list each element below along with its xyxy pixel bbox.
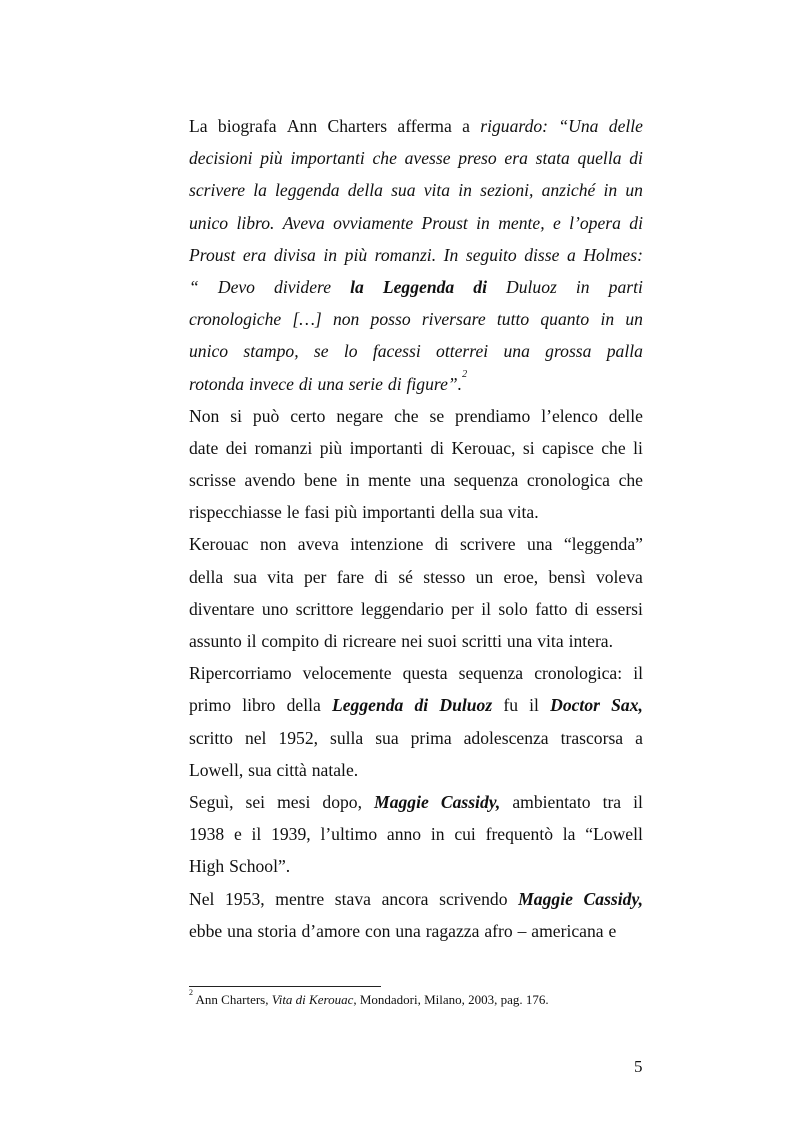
footnote-rest: , Mondadori, Milano, 2003, pag. 176. bbox=[353, 992, 549, 1007]
main-text bbox=[189, 110, 643, 947]
text-line: Nel 1953, mentre stava ancora scrivendo Maggie Cassidy, bbox=[189, 888, 643, 909]
text-line: Proust era divisa in più romanzi. In seguito disse a Holmes: bbox=[189, 244, 643, 265]
text-line: cronologiche […] non posso riversare tutto quanto in un bbox=[189, 309, 643, 330]
text-line: 1938 e il 1939, l’ultimo anno in cui frequentò la “Lowell bbox=[189, 824, 643, 845]
text-line: Seguì, sei mesi dopo, Maggie Cassidy, ambientato tra il bbox=[189, 791, 643, 812]
text-line: scrivere la leggenda della sua vita in sezioni, anziché in un bbox=[189, 180, 643, 201]
text-line: unico libro. Aveva ovviamente Proust in mente, e l’opera di bbox=[189, 212, 643, 233]
text-line: “ Devo dividere la Leggenda di Duluoz in parti bbox=[189, 276, 643, 297]
text-line: assunto il compito di ricreare nei suoi scritti una vita intera. bbox=[189, 631, 614, 651]
footnote-author: Ann Charters, bbox=[195, 992, 272, 1007]
text-line: decisioni più importanti che avesse preso era stata quella di bbox=[189, 148, 643, 169]
page-number: 5 bbox=[634, 1057, 643, 1076]
text-line: unico stampo, se lo facessi otterrei una grossa palla bbox=[189, 341, 643, 362]
text-line: Lowell, sua città natale. bbox=[189, 759, 359, 780]
footnote bbox=[189, 987, 549, 1008]
footnote-title: Vita di Kerouac bbox=[271, 992, 354, 1007]
text-line: primo libro della Leggenda di Duluoz fu il Doctor Sax, bbox=[189, 695, 643, 716]
text-line: ebbe una storia d’amore con una ragazza afro – americana e bbox=[189, 920, 617, 941]
text-line: La biografa Ann Charters afferma a riguardo: “Una delle bbox=[189, 116, 643, 136]
text-line: rotonda invece di una serie di figure”.$^2$ bbox=[189, 368, 468, 394]
text-line: scritto nel 1952, sulla sua prima adolescenza trascorsa a bbox=[189, 727, 643, 748]
text-line: rispecchiasse le fasi più importanti della sua vita. bbox=[189, 502, 539, 523]
text-line: Non si può certo negare che se prendiamo l’elenco delle bbox=[189, 405, 643, 426]
footnote-marker: 2 bbox=[462, 368, 468, 380]
footnote-number: 2 bbox=[189, 987, 193, 997]
text-line: scrisse avendo bene in mente una sequenza cronologica che bbox=[189, 470, 643, 491]
text-line: Kerouac non aveva intenzione di scrivere una “leggenda” bbox=[189, 534, 643, 555]
text-line: Ripercorriamo velocemente questa sequenza cronologica: il bbox=[189, 663, 643, 684]
text-line: diventare uno scrittore leggendario per il solo fatto di essersi bbox=[189, 598, 643, 619]
text-line: High School”. bbox=[189, 856, 291, 877]
footnote-divider bbox=[189, 986, 381, 987]
text-line: della sua vita per fare di sé stesso un eroe, bensì voleva bbox=[189, 566, 643, 587]
text-line: date dei romanzi più importanti di Kerouac, si capisce che li bbox=[189, 437, 643, 458]
